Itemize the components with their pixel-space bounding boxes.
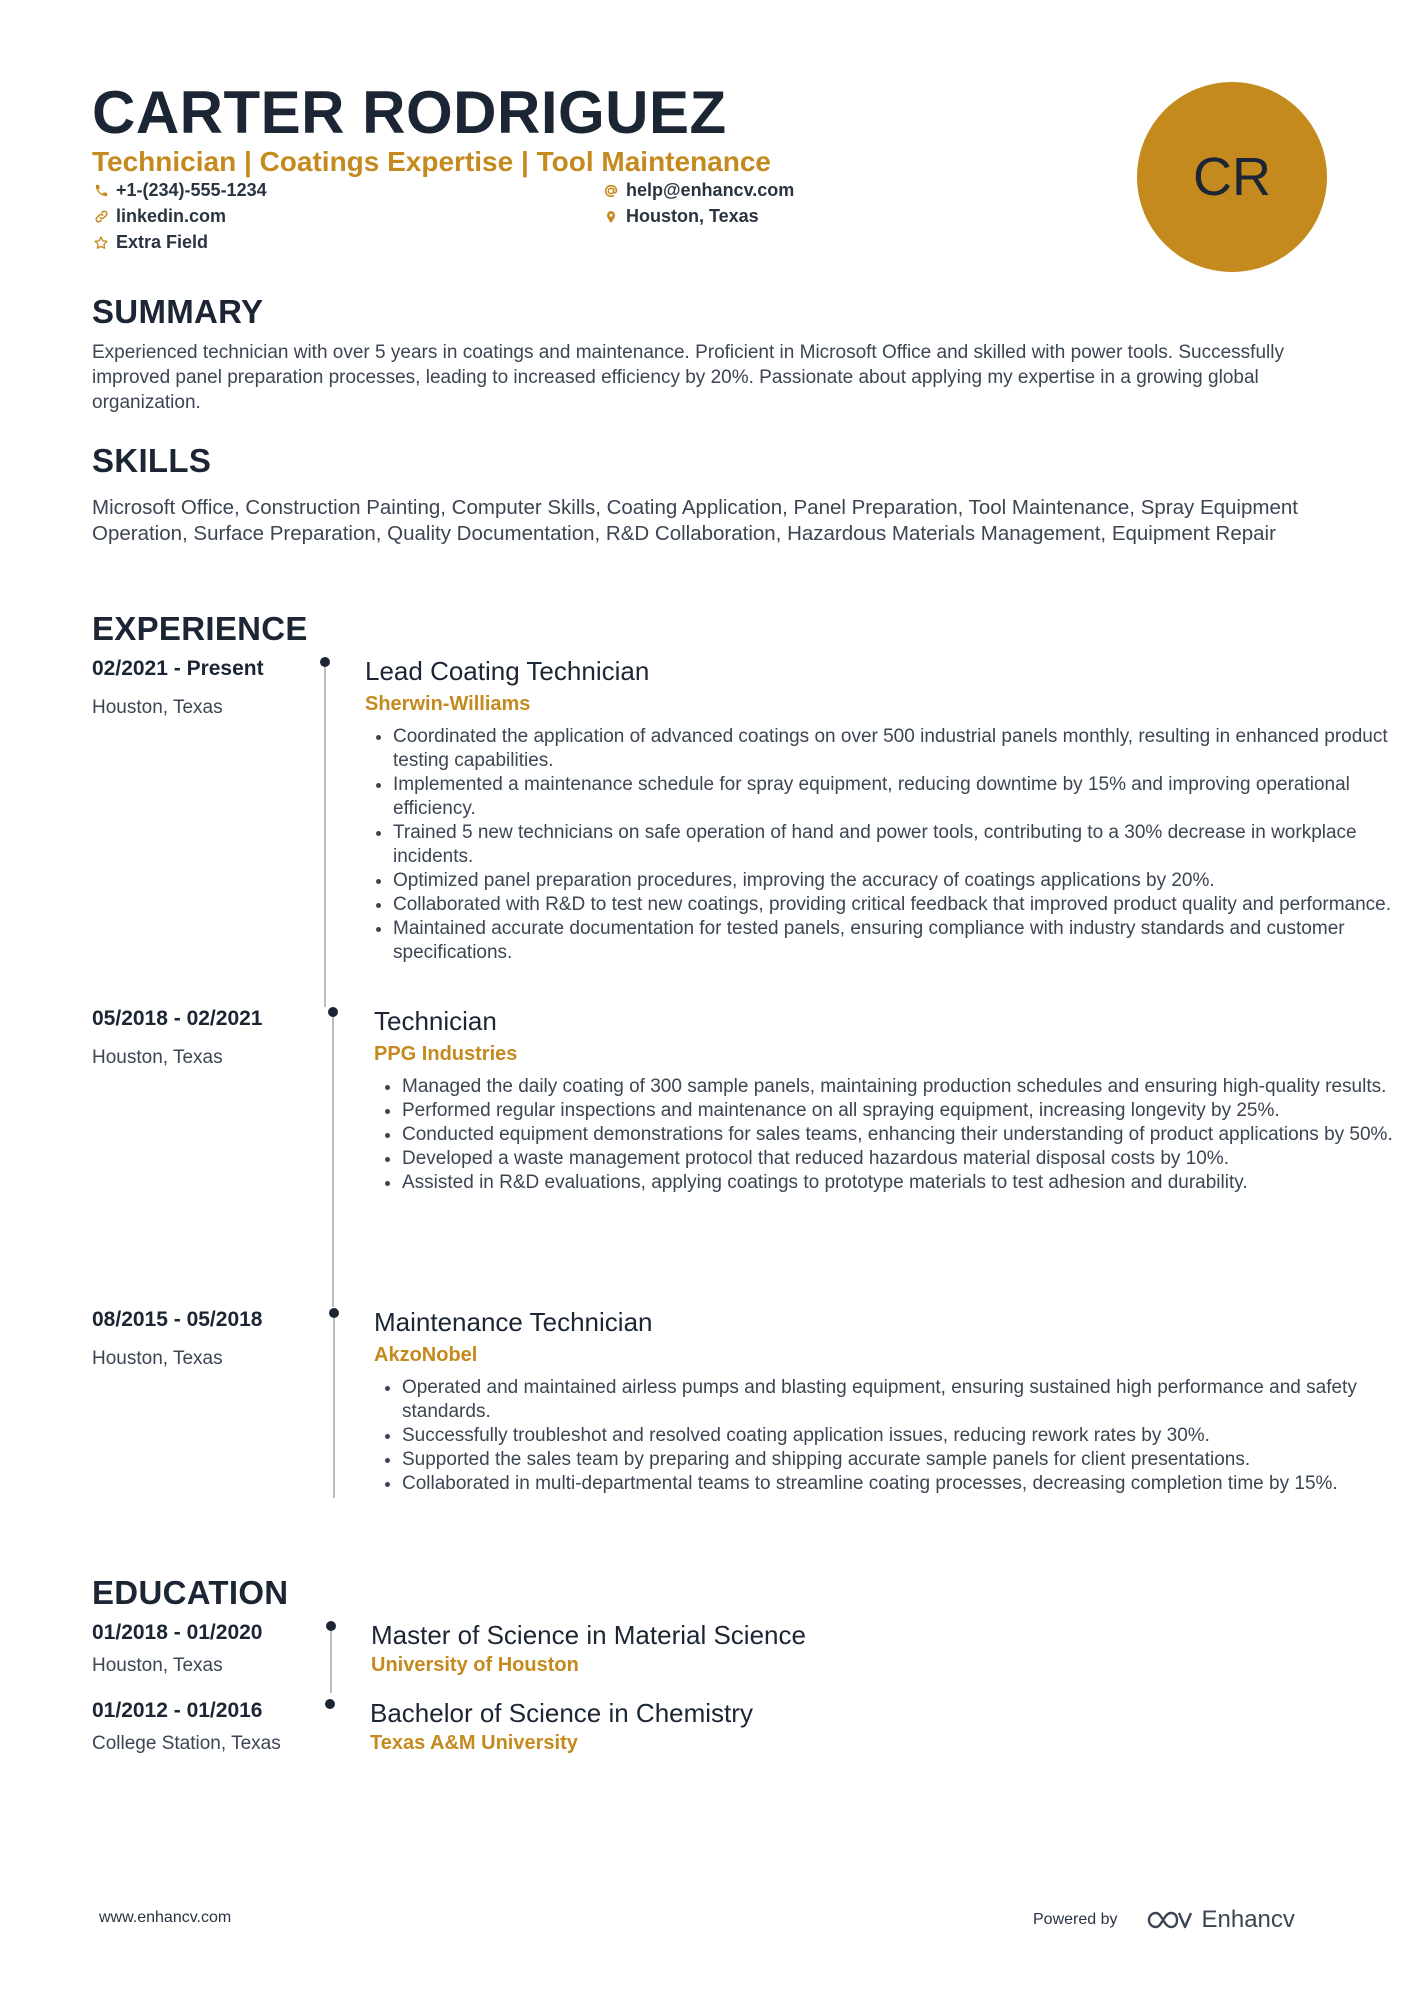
bullet-item: • Conducted equipment demonstrations for sales teams, enhancing their understanding of product applications by 50%. bbox=[402, 1123, 1410, 1147]
entry-role: Maintenance Technician bbox=[374, 1307, 653, 1337]
entry-location: Houston, Texas bbox=[92, 1655, 223, 1676]
linkedin-text: linkedin.com bbox=[116, 206, 227, 226]
entry-degree: Master of Science in Material Science bbox=[371, 1620, 806, 1650]
entry-location: College Station, Texas bbox=[92, 1733, 281, 1754]
contact-phone[interactable] bbox=[92, 180, 267, 201]
bullet-item: • Coordinated the application of advanced coatings on over 500 industrial panels monthly, resulting in enhanced product testing capabilities. bbox=[393, 725, 1403, 773]
powered-by-label: Powered by bbox=[1033, 1911, 1118, 1928]
timeline-line bbox=[332, 1017, 334, 1307]
phone-icon bbox=[92, 182, 110, 200]
entry-degree: Bachelor of Science in Chemistry bbox=[370, 1698, 753, 1728]
timeline-dot bbox=[326, 1621, 336, 1631]
experience-heading: EXPERIENCE bbox=[92, 610, 308, 647]
entry-dates: 08/2015 - 05/2018 bbox=[92, 1308, 263, 1331]
avatar bbox=[1137, 82, 1327, 272]
star-icon bbox=[92, 234, 110, 252]
bullet-item: • Performed regular inspections and maintenance on all spraying equipment, increasing longevity by 25%. bbox=[402, 1099, 1410, 1123]
bullet-item: • Trained 5 new technicians on safe operation of hand and power tools, contributing to a 30% decrease in workplace incidents. bbox=[393, 821, 1403, 869]
bullet-item: • Supported the sales team by preparing and shipping accurate sample panels for client presentations. bbox=[402, 1448, 1410, 1472]
contact-list bbox=[92, 180, 852, 260]
bullet-item: • Maintained accurate documentation for tested panels, ensuring compliance with industry standards and customer specifications. bbox=[393, 917, 1403, 965]
education-heading: EDUCATION bbox=[92, 1574, 289, 1611]
skills-heading: SKILLS bbox=[92, 442, 212, 479]
email-text: help@enhancv.com bbox=[626, 180, 795, 200]
bullet-item: • Successfully troubleshot and resolved coating application issues, reducing rework rates by 30%. bbox=[402, 1424, 1410, 1448]
timeline-dot bbox=[329, 1308, 339, 1318]
entry-bullets bbox=[365, 725, 1403, 965]
timeline-line bbox=[324, 667, 326, 1007]
link-icon bbox=[92, 208, 110, 226]
bullet-item: • Collaborated with R&D to test new coatings, providing critical feedback that improved product quality and performance. bbox=[393, 893, 1403, 917]
entry-dates: 01/2018 - 01/2020 bbox=[92, 1621, 263, 1644]
entry-company: PPG Industries bbox=[374, 1043, 518, 1065]
bullet-item: • Managed the daily coating of 300 sample panels, maintaining production schedules and ensuring high-quality results. bbox=[402, 1075, 1410, 1099]
contact-location bbox=[602, 206, 759, 227]
skills-text: Microsoft Office, Construction Painting, Computer Skills, Coating Application, Panel Preparation, Tool Maintenance, Spray Equipment Operation, Surface Preparation, Quality Documentation, R&D Collaboration, Hazardous Materials Management, Equipment Repair bbox=[92, 496, 1298, 545]
bullet-item: • Implemented a maintenance schedule for spray equipment, reducing downtime by 15% and improving operational efficiency. bbox=[393, 773, 1403, 821]
contact-linkedin[interactable] bbox=[92, 206, 226, 227]
summary-text: Experienced technician with over 5 years in coatings and maintenance. Proficient in Microsoft Office and skilled with power tools. Successfully improved panel preparation processes, leading to increased efficiency by 20%. Passionate about applying my expertise in a growing global organization. bbox=[92, 342, 1284, 413]
candidate-subtitle: Technician | Coatings Expertise | Tool Maintenance bbox=[92, 146, 771, 177]
brand-logo[interactable] bbox=[1146, 1906, 1295, 1934]
bullet-item: • Developed a waste management protocol that reduced hazardous material disposal costs by 10%. bbox=[402, 1147, 1410, 1171]
contact-email[interactable] bbox=[602, 180, 794, 201]
timeline-dot bbox=[320, 657, 330, 667]
bullet-item: • Collaborated in multi-departmental teams to streamline coating processes, decreasing completion time by 15%. bbox=[402, 1472, 1410, 1496]
at-icon bbox=[602, 182, 620, 200]
entry-company: AkzoNobel bbox=[374, 1344, 478, 1366]
summary-heading: SUMMARY bbox=[92, 293, 264, 330]
entry-school: University of Houston bbox=[371, 1654, 579, 1676]
entry-location: Houston, Texas bbox=[92, 1047, 223, 1068]
entry-role: Lead Coating Technician bbox=[365, 656, 650, 686]
entry-dates: 05/2018 - 02/2021 bbox=[92, 1007, 263, 1030]
phone-text: +1-(234)-555-1234 bbox=[116, 180, 267, 200]
timeline-dot bbox=[328, 1007, 338, 1017]
footer-powered-by bbox=[1033, 1906, 1295, 1934]
contact-extra bbox=[92, 232, 208, 253]
location-text: Houston, Texas bbox=[626, 206, 759, 226]
entry-location: Houston, Texas bbox=[92, 1348, 223, 1369]
bullet-item: • Optimized panel preparation procedures, improving the accuracy of coatings applications by 20%. bbox=[393, 869, 1403, 893]
entry-dates: 02/2021 - Present bbox=[92, 657, 264, 680]
bullet-item: • Assisted in R&D evaluations, applying coatings to prototype materials to test adhesion and durability. bbox=[402, 1171, 1410, 1195]
footer-website[interactable]: www.enhancv.com bbox=[99, 1909, 232, 1926]
entry-school: Texas A&M University bbox=[370, 1732, 578, 1754]
avatar-initials: CR bbox=[1193, 147, 1271, 207]
entry-bullets bbox=[374, 1376, 1410, 1496]
entry-bullets bbox=[374, 1075, 1410, 1195]
timeline-dot bbox=[325, 1699, 335, 1709]
entry-location: Houston, Texas bbox=[92, 697, 223, 718]
bullet-item: • Operated and maintained airless pumps and blasting equipment, ensuring sustained high performance and safety standards. bbox=[402, 1376, 1410, 1424]
entry-role: Technician bbox=[374, 1006, 497, 1036]
entry-dates: 01/2012 - 01/2016 bbox=[92, 1699, 263, 1722]
timeline-line bbox=[333, 1318, 335, 1498]
brand-name: Enhancv bbox=[1201, 1906, 1295, 1933]
location-pin-icon bbox=[602, 208, 620, 226]
enhancv-logo-icon bbox=[1146, 1908, 1194, 1932]
candidate-name: CARTER RODRIGUEZ bbox=[92, 79, 727, 146]
entry-company: Sherwin-Williams bbox=[365, 693, 531, 715]
timeline-line bbox=[330, 1631, 332, 1693]
extra-field-text: Extra Field bbox=[116, 232, 209, 252]
